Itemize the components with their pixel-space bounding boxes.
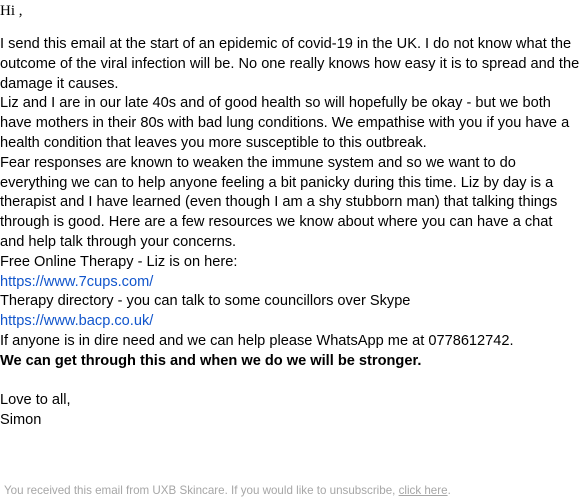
footer-text: You received this email from UXB Skincare. If you would like to unsubscribe,: [4, 484, 399, 497]
resource-2-label: Therapy directory - you can talk to some councillors over Skype: [0, 293, 411, 310]
email-greeting: Hi ,: [0, 3, 23, 19]
paragraph-family: Liz and I are in our late 40s and of good health so will hopefully be okay - but we both have mothers in their 80s with bad lung conditions. We empathise with you if you have a health condition that leaves you more susceptible to this outbreak.: [0, 95, 570, 151]
footer-period: .: [447, 484, 451, 497]
unsubscribe-link[interactable]: click here: [398, 484, 448, 497]
resource-1-label: Free Online Therapy - Liz is on here:: [0, 253, 238, 270]
whatsapp-line: If anyone is in dire need and we can help please WhatsApp me at 0778612742.: [0, 332, 514, 349]
paragraph-resources: Fear responses are known to weaken the immune system and so we want to do everything we can to help anyone feeling a bit panicky during this time. Liz by day is a therapist and I have learned (even though I am a shy stubborn man) that talking things through is good. Here are a few resources we know about where you can have a chat and help talk through your concerns.: [0, 154, 558, 250]
email-content: [0, 35, 580, 431]
signoff: Love to all,: [0, 392, 71, 409]
signature: Simon: [0, 412, 42, 429]
spacer: [0, 372, 580, 392]
closing-statement: We can get through this and when we do we will be stronger.: [0, 352, 422, 369]
resource-1-link[interactable]: https://www.7cups.com/: [0, 273, 154, 290]
unsubscribe-footer: [4, 484, 451, 498]
resource-2-link[interactable]: https://www.bacp.co.uk/: [0, 313, 154, 330]
paragraph-intro: I send this email at the start of an epidemic of covid-19 in the UK. I do not know what the outcome of the viral infection will be. No one really knows how easy it is to spread and the damage it causes.: [0, 36, 580, 92]
